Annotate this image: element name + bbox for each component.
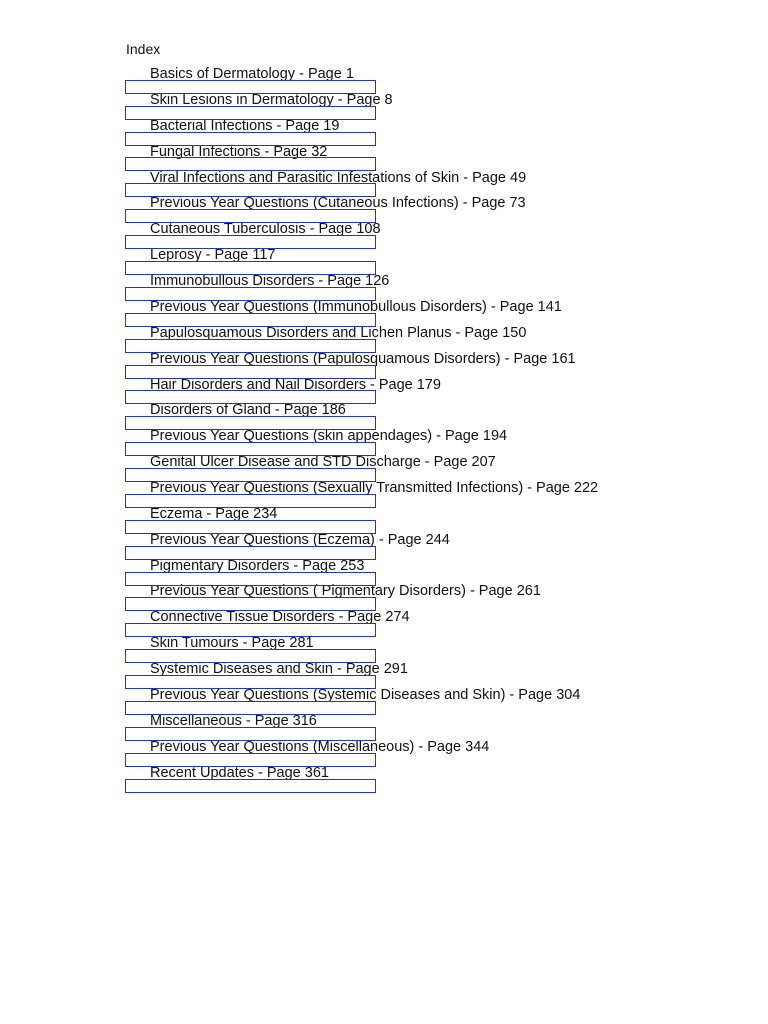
toc-entry[interactable]: Leprosy - Page 117 [150, 247, 276, 263]
toc-entry[interactable]: Skin Tumours - Page 281 [150, 635, 314, 651]
toc-entry[interactable]: Basics of Dermatology - Page 1 [150, 66, 354, 82]
toc-entry[interactable]: Disorders of Gland - Page 186 [150, 402, 346, 418]
toc-entry[interactable]: Previous Year Questions (Sexually Transmitted Infections) - Page 222 [150, 480, 599, 496]
toc-entry[interactable]: Viral Infections and Parasitic Infestations of Skin - Page 49 [150, 170, 527, 186]
toc-entry[interactable]: Previous Year Questions (Cutaneous Infections) - Page 73 [150, 195, 526, 211]
toc-entry[interactable]: Bacterial Infections - Page 19 [150, 118, 340, 134]
toc-entry[interactable]: Immunobullous Disorders - Page 126 [150, 273, 390, 289]
toc-entry[interactable]: Skin Lesions in Dermatology - Page 8 [150, 92, 393, 108]
toc-entry[interactable]: Cutaneous Tuberculosis - Page 108 [150, 221, 381, 237]
toc-entry[interactable]: Recent Updates - Page 361 [150, 765, 329, 781]
toc-entry[interactable]: Eczema - Page 234 [150, 506, 278, 522]
toc-entry[interactable]: Previous Year Questions (Systemic Diseases and Skin) - Page 304 [150, 687, 581, 703]
toc-entry[interactable]: Previous Year Questions (skin appendages) - Page 194 [150, 428, 508, 444]
toc-entry[interactable]: Hair Disorders and Nail Disorders - Page 179 [150, 377, 441, 393]
toc-entry[interactable]: Previous Year Questions (Papulosquamous Disorders) - Page 161 [150, 351, 576, 367]
toc-entry[interactable]: Fungal Infections - Page 32 [150, 144, 328, 160]
toc-entry[interactable]: Systemic Diseases and Skin - Page 291 [150, 661, 408, 677]
toc-entry[interactable]: Papulosquamous Disorders and Lichen Planus - Page 150 [150, 325, 527, 341]
toc-entry[interactable]: Previous Year Questions (Immunobullous Disorders) - Page 141 [150, 299, 562, 315]
toc-entry[interactable]: Miscellaneous - Page 316 [150, 713, 317, 729]
toc-entry[interactable]: Previous Year Questions (Miscellaneous) - Page 344 [150, 739, 490, 755]
toc-entry[interactable]: Genital Ulcer Disease and STD Discharge - Page 207 [150, 454, 496, 470]
toc-entry[interactable]: Previous Year Questions (Eczema) - Page 244 [150, 532, 450, 548]
index-title: Index [126, 41, 161, 57]
toc-entry[interactable]: Previous Year Questions ( Pigmentary Disorders) - Page 261 [150, 583, 541, 599]
toc-entry[interactable]: Pigmentary Disorders - Page 253 [150, 558, 365, 574]
toc-entry[interactable]: Connective Tissue Disorders - Page 274 [150, 609, 410, 625]
